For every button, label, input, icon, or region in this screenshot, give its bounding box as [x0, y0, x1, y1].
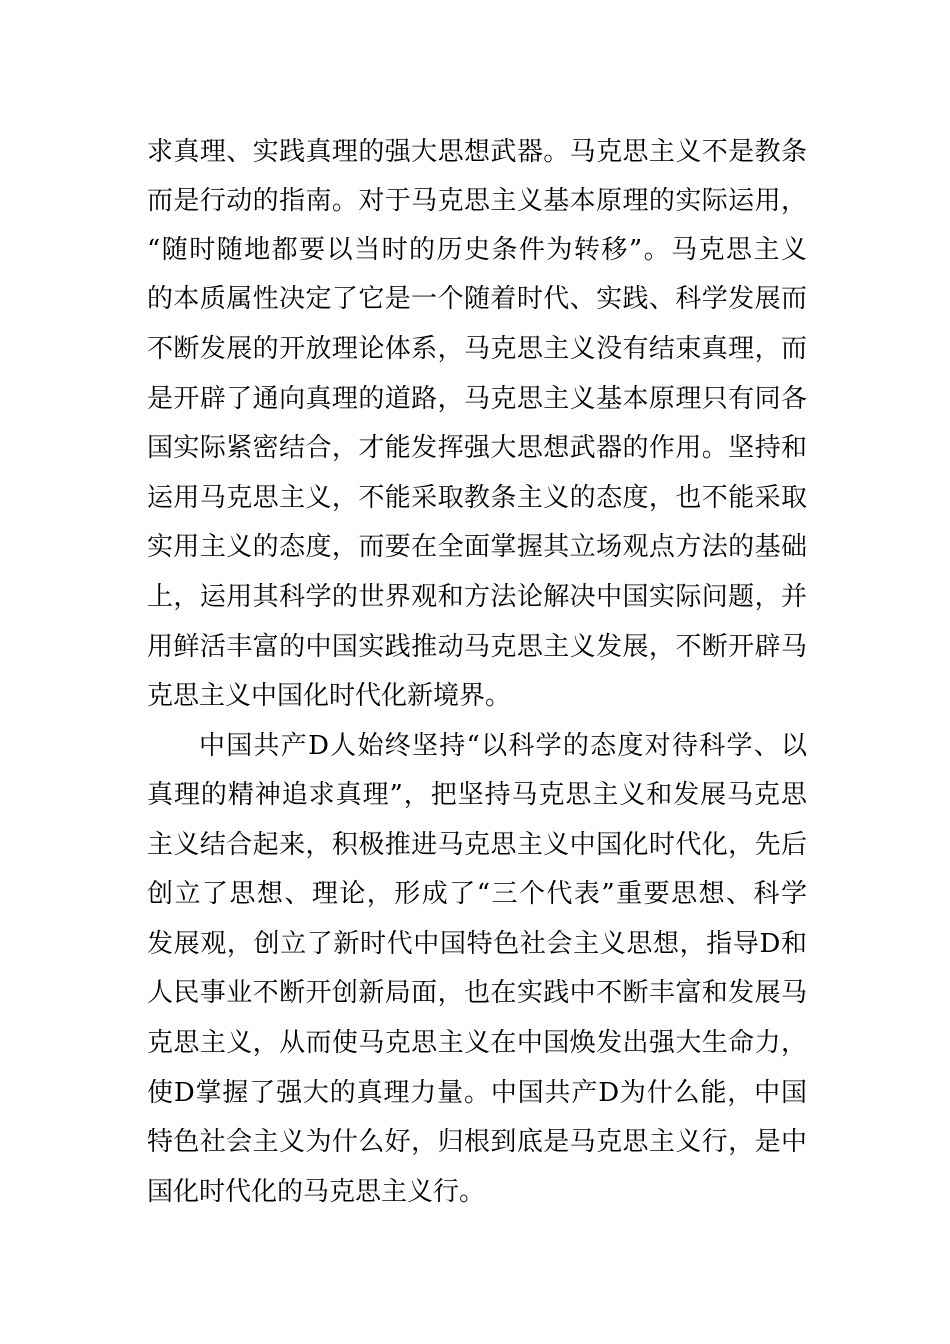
text-line: 国实际紧密结合，才能发挥强大思想武器的作用。坚持和 [147, 433, 807, 463]
text-line: 用鲜活丰富的中国实践推动马克思主义发展，不断开辟马 [147, 632, 807, 662]
text-line: 中国共产D人始终坚持“以科学的态度对待科学、以 [199, 731, 807, 761]
text-line: 发展观，创立了新时代中国特色社会主义思想，指导D和 [147, 929, 807, 959]
text-line: 真理的精神追求真理”，把坚持马克思主义和发展马克思 [147, 780, 807, 810]
text-line: 而是行动的指南。对于马克思主义基本原理的实际运用， [147, 186, 807, 216]
text-line: 主义结合起来，积极推进马克思主义中国化时代化，先后 [147, 830, 807, 860]
text-line: 国化时代化的马克思主义行。 [147, 1177, 486, 1207]
text-line: 使D掌握了强大的真理力量。中国共产D为什么能，中国 [147, 1078, 807, 1108]
text-line: 求真理、实践真理的强大思想武器。马克思主义不是教条 [147, 137, 807, 167]
text-line: 的本质属性决定了它是一个随着时代、实践、科学发展而 [147, 284, 807, 314]
text-line: 特色社会主义为什么好，归根到底是马克思主义行，是中 [147, 1127, 807, 1157]
text-line: 不断发展的开放理论体系，马克思主义没有结束真理，而 [147, 334, 807, 364]
text-line: 是开辟了通向真理的道路，马克思主义基本原理只有同各 [147, 384, 807, 414]
text-line: 人民事业不断开创新局面，也在实践中不断丰富和发展马 [147, 978, 807, 1008]
text-line: 运用马克思主义，不能采取教条主义的态度，也不能采取 [147, 483, 807, 513]
text-line: 克思主义中国化时代化新境界。 [147, 681, 512, 711]
text-line: “随时随地都要以当时的历史条件为转移”。马克思主义 [147, 235, 807, 265]
text-line: 创立了思想、理论，形成了“三个代表”重要思想、科学 [147, 879, 807, 909]
text-line: 克思主义，从而使马克思主义在中国焕发出强大生命力， [147, 1028, 807, 1058]
text-line: 实用主义的态度，而要在全面掌握其立场观点方法的基础 [147, 532, 807, 562]
text-line: 上，运用其科学的世界观和方法论解决中国实际问题，并 [147, 582, 807, 612]
